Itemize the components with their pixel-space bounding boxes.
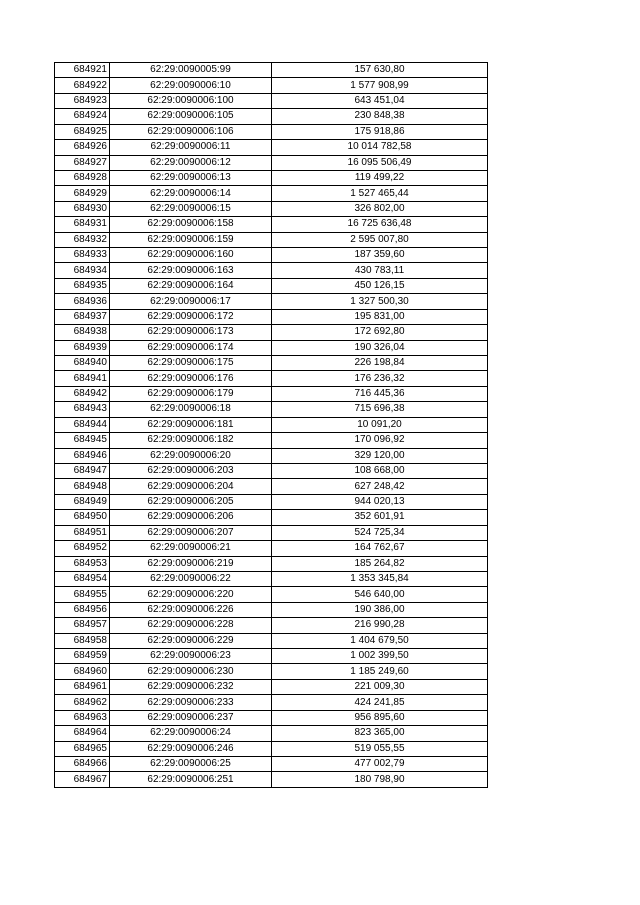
value-cell: 108 668,00 bbox=[272, 463, 488, 478]
table-row bbox=[55, 664, 488, 679]
value-cell: 715 696,38 bbox=[272, 402, 488, 417]
cadastral-number-cell: 62:29:0090006:160 bbox=[110, 248, 272, 263]
table-row bbox=[55, 556, 488, 571]
value-cell: 823 365,00 bbox=[272, 726, 488, 741]
table-row bbox=[55, 340, 488, 355]
row-id-cell: 684922 bbox=[55, 78, 110, 93]
table-row bbox=[55, 633, 488, 648]
row-id-cell: 684963 bbox=[55, 710, 110, 725]
table-row bbox=[55, 278, 488, 293]
table-row bbox=[55, 710, 488, 725]
value-cell: 519 055,55 bbox=[272, 741, 488, 756]
data-table bbox=[54, 62, 488, 788]
cadastral-number-cell: 62:29:0090006:22 bbox=[110, 571, 272, 586]
row-id-cell: 684950 bbox=[55, 510, 110, 525]
value-cell: 10 091,20 bbox=[272, 417, 488, 432]
row-id-cell: 684944 bbox=[55, 417, 110, 432]
cadastral-number-cell: 62:29:0090006:20 bbox=[110, 448, 272, 463]
value-cell: 226 198,84 bbox=[272, 356, 488, 371]
value-cell: 450 126,15 bbox=[272, 278, 488, 293]
table-row bbox=[55, 679, 488, 694]
value-cell: 1 002 399,50 bbox=[272, 649, 488, 664]
row-id-cell: 684942 bbox=[55, 386, 110, 401]
row-id-cell: 684962 bbox=[55, 695, 110, 710]
table-row bbox=[55, 155, 488, 170]
row-id-cell: 684929 bbox=[55, 186, 110, 201]
value-cell: 16 725 636,48 bbox=[272, 217, 488, 232]
row-id-cell: 684940 bbox=[55, 356, 110, 371]
value-cell: 326 802,00 bbox=[272, 201, 488, 216]
cadastral-number-cell: 62:29:0090006:105 bbox=[110, 109, 272, 124]
table-row bbox=[55, 93, 488, 108]
row-id-cell: 684926 bbox=[55, 140, 110, 155]
cadastral-number-cell: 62:29:0090006:158 bbox=[110, 217, 272, 232]
table-row bbox=[55, 695, 488, 710]
row-id-cell: 684924 bbox=[55, 109, 110, 124]
cadastral-number-cell: 62:29:0090006:106 bbox=[110, 124, 272, 139]
cadastral-number-cell: 62:29:0090006:203 bbox=[110, 463, 272, 478]
table-row bbox=[55, 494, 488, 509]
cadastral-number-cell: 62:29:0090006:23 bbox=[110, 649, 272, 664]
cadastral-number-cell: 62:29:0090006:206 bbox=[110, 510, 272, 525]
table-row bbox=[55, 386, 488, 401]
cadastral-number-cell: 62:29:0090006:220 bbox=[110, 587, 272, 602]
cadastral-number-cell: 62:29:0090006:229 bbox=[110, 633, 272, 648]
table-row bbox=[55, 448, 488, 463]
cadastral-number-cell: 62:29:0090006:17 bbox=[110, 294, 272, 309]
row-id-cell: 684943 bbox=[55, 402, 110, 417]
row-id-cell: 684966 bbox=[55, 756, 110, 771]
cadastral-number-cell: 62:29:0090006:18 bbox=[110, 402, 272, 417]
row-id-cell: 684930 bbox=[55, 201, 110, 216]
row-id-cell: 684965 bbox=[55, 741, 110, 756]
cadastral-number-cell: 62:29:0090006:228 bbox=[110, 618, 272, 633]
table-row bbox=[55, 201, 488, 216]
value-cell: 546 640,00 bbox=[272, 587, 488, 602]
table-row bbox=[55, 170, 488, 185]
value-cell: 956 895,60 bbox=[272, 710, 488, 725]
row-id-cell: 684958 bbox=[55, 633, 110, 648]
table-row bbox=[55, 309, 488, 324]
cadastral-number-cell: 62:29:0090006:237 bbox=[110, 710, 272, 725]
table-row bbox=[55, 186, 488, 201]
table-row bbox=[55, 417, 488, 432]
table-row bbox=[55, 510, 488, 525]
row-id-cell: 684959 bbox=[55, 649, 110, 664]
value-cell: 170 096,92 bbox=[272, 433, 488, 448]
value-cell: 329 120,00 bbox=[272, 448, 488, 463]
cadastral-number-cell: 62:29:0090006:181 bbox=[110, 417, 272, 432]
row-id-cell: 684932 bbox=[55, 232, 110, 247]
cadastral-number-cell: 62:29:0090006:230 bbox=[110, 664, 272, 679]
cadastral-number-cell: 62:29:0090006:179 bbox=[110, 386, 272, 401]
value-cell: 190 386,00 bbox=[272, 602, 488, 617]
value-cell: 1 404 679,50 bbox=[272, 633, 488, 648]
table-row bbox=[55, 248, 488, 263]
value-cell: 164 762,67 bbox=[272, 541, 488, 556]
row-id-cell: 684937 bbox=[55, 309, 110, 324]
value-cell: 187 359,60 bbox=[272, 248, 488, 263]
cadastral-number-cell: 62:29:0090006:163 bbox=[110, 263, 272, 278]
row-id-cell: 684921 bbox=[55, 63, 110, 78]
cadastral-number-cell: 62:29:0090006:219 bbox=[110, 556, 272, 571]
cadastral-number-cell: 62:29:0090006:233 bbox=[110, 695, 272, 710]
cadastral-number-cell: 62:29:0090006:175 bbox=[110, 356, 272, 371]
table-row bbox=[55, 587, 488, 602]
value-cell: 1 577 908,99 bbox=[272, 78, 488, 93]
value-cell: 176 236,32 bbox=[272, 371, 488, 386]
table-row bbox=[55, 602, 488, 617]
cadastral-number-cell: 62:29:0090006:174 bbox=[110, 340, 272, 355]
value-cell: 1 185 249,60 bbox=[272, 664, 488, 679]
cadastral-number-cell: 62:29:0090006:207 bbox=[110, 525, 272, 540]
value-cell: 1 353 345,84 bbox=[272, 571, 488, 586]
cadastral-number-cell: 62:29:0090006:25 bbox=[110, 756, 272, 771]
table-row bbox=[55, 325, 488, 340]
row-id-cell: 684925 bbox=[55, 124, 110, 139]
cadastral-number-cell: 62:29:0090006:15 bbox=[110, 201, 272, 216]
cadastral-number-cell: 62:29:0090006:232 bbox=[110, 679, 272, 694]
cadastral-number-cell: 62:29:0090006:226 bbox=[110, 602, 272, 617]
value-cell: 627 248,42 bbox=[272, 479, 488, 494]
row-id-cell: 684967 bbox=[55, 772, 110, 787]
row-id-cell: 684941 bbox=[55, 371, 110, 386]
table-row bbox=[55, 525, 488, 540]
cadastral-number-cell: 62:29:0090006:21 bbox=[110, 541, 272, 556]
table-row bbox=[55, 571, 488, 586]
table-row bbox=[55, 356, 488, 371]
value-cell: 716 445,36 bbox=[272, 386, 488, 401]
row-id-cell: 684954 bbox=[55, 571, 110, 586]
value-cell: 477 002,79 bbox=[272, 756, 488, 771]
value-cell: 216 990,28 bbox=[272, 618, 488, 633]
value-cell: 1 527 465,44 bbox=[272, 186, 488, 201]
cadastral-number-cell: 62:29:0090006:246 bbox=[110, 741, 272, 756]
row-id-cell: 684938 bbox=[55, 325, 110, 340]
table-row bbox=[55, 649, 488, 664]
value-cell: 175 918,86 bbox=[272, 124, 488, 139]
value-cell: 195 831,00 bbox=[272, 309, 488, 324]
value-cell: 2 595 007,80 bbox=[272, 232, 488, 247]
value-cell: 230 848,38 bbox=[272, 109, 488, 124]
value-cell: 172 692,80 bbox=[272, 325, 488, 340]
cadastral-number-cell: 62:29:0090006:173 bbox=[110, 325, 272, 340]
table-body bbox=[55, 63, 488, 788]
table-row bbox=[55, 371, 488, 386]
table-row bbox=[55, 772, 488, 787]
value-cell: 352 601,91 bbox=[272, 510, 488, 525]
row-id-cell: 684936 bbox=[55, 294, 110, 309]
value-cell: 430 783,11 bbox=[272, 263, 488, 278]
cadastral-number-cell: 62:29:0090006:164 bbox=[110, 278, 272, 293]
cadastral-number-cell: 62:29:0090006:24 bbox=[110, 726, 272, 741]
row-id-cell: 684928 bbox=[55, 170, 110, 185]
table-row bbox=[55, 294, 488, 309]
table-row bbox=[55, 402, 488, 417]
table-row bbox=[55, 433, 488, 448]
value-cell: 190 326,04 bbox=[272, 340, 488, 355]
row-id-cell: 684935 bbox=[55, 278, 110, 293]
row-id-cell: 684951 bbox=[55, 525, 110, 540]
row-id-cell: 684923 bbox=[55, 93, 110, 108]
row-id-cell: 684947 bbox=[55, 463, 110, 478]
row-id-cell: 684945 bbox=[55, 433, 110, 448]
cadastral-number-cell: 62:29:0090006:204 bbox=[110, 479, 272, 494]
value-cell: 221 009,30 bbox=[272, 679, 488, 694]
table-row bbox=[55, 78, 488, 93]
row-id-cell: 684934 bbox=[55, 263, 110, 278]
cadastral-number-cell: 62:29:0090006:205 bbox=[110, 494, 272, 509]
value-cell: 180 798,90 bbox=[272, 772, 488, 787]
table-row bbox=[55, 618, 488, 633]
table-row bbox=[55, 140, 488, 155]
row-id-cell: 684953 bbox=[55, 556, 110, 571]
row-id-cell: 684955 bbox=[55, 587, 110, 602]
row-id-cell: 684957 bbox=[55, 618, 110, 633]
table-row bbox=[55, 479, 488, 494]
cadastral-number-cell: 62:29:0090006:176 bbox=[110, 371, 272, 386]
value-cell: 1 327 500,30 bbox=[272, 294, 488, 309]
row-id-cell: 684933 bbox=[55, 248, 110, 263]
row-id-cell: 684949 bbox=[55, 494, 110, 509]
cadastral-number-cell: 62:29:0090006:12 bbox=[110, 155, 272, 170]
row-id-cell: 684948 bbox=[55, 479, 110, 494]
value-cell: 10 014 782,58 bbox=[272, 140, 488, 155]
row-id-cell: 684931 bbox=[55, 217, 110, 232]
value-cell: 16 095 506,49 bbox=[272, 155, 488, 170]
cadastral-number-cell: 62:29:0090006:182 bbox=[110, 433, 272, 448]
table-row bbox=[55, 217, 488, 232]
row-id-cell: 684960 bbox=[55, 664, 110, 679]
cadastral-number-cell: 62:29:0090006:251 bbox=[110, 772, 272, 787]
value-cell: 524 725,34 bbox=[272, 525, 488, 540]
cadastral-number-cell: 62:29:0090006:172 bbox=[110, 309, 272, 324]
table-row bbox=[55, 109, 488, 124]
table-row bbox=[55, 232, 488, 247]
value-cell: 119 499,22 bbox=[272, 170, 488, 185]
value-cell: 944 020,13 bbox=[272, 494, 488, 509]
table-row bbox=[55, 63, 488, 78]
cadastral-number-cell: 62:29:0090005:99 bbox=[110, 63, 272, 78]
table-row bbox=[55, 741, 488, 756]
row-id-cell: 684956 bbox=[55, 602, 110, 617]
value-cell: 157 630,80 bbox=[272, 63, 488, 78]
table-row bbox=[55, 263, 488, 278]
value-cell: 643 451,04 bbox=[272, 93, 488, 108]
cadastral-number-cell: 62:29:0090006:10 bbox=[110, 78, 272, 93]
row-id-cell: 684939 bbox=[55, 340, 110, 355]
row-id-cell: 684952 bbox=[55, 541, 110, 556]
table-row bbox=[55, 726, 488, 741]
table-row bbox=[55, 756, 488, 771]
row-id-cell: 684927 bbox=[55, 155, 110, 170]
row-id-cell: 684964 bbox=[55, 726, 110, 741]
cadastral-number-cell: 62:29:0090006:14 bbox=[110, 186, 272, 201]
table-row bbox=[55, 541, 488, 556]
table-row bbox=[55, 124, 488, 139]
row-id-cell: 684946 bbox=[55, 448, 110, 463]
row-id-cell: 684961 bbox=[55, 679, 110, 694]
table-row bbox=[55, 463, 488, 478]
cadastral-number-cell: 62:29:0090006:11 bbox=[110, 140, 272, 155]
value-cell: 185 264,82 bbox=[272, 556, 488, 571]
cadastral-number-cell: 62:29:0090006:100 bbox=[110, 93, 272, 108]
value-cell: 424 241,85 bbox=[272, 695, 488, 710]
cadastral-number-cell: 62:29:0090006:13 bbox=[110, 170, 272, 185]
cadastral-number-cell: 62:29:0090006:159 bbox=[110, 232, 272, 247]
